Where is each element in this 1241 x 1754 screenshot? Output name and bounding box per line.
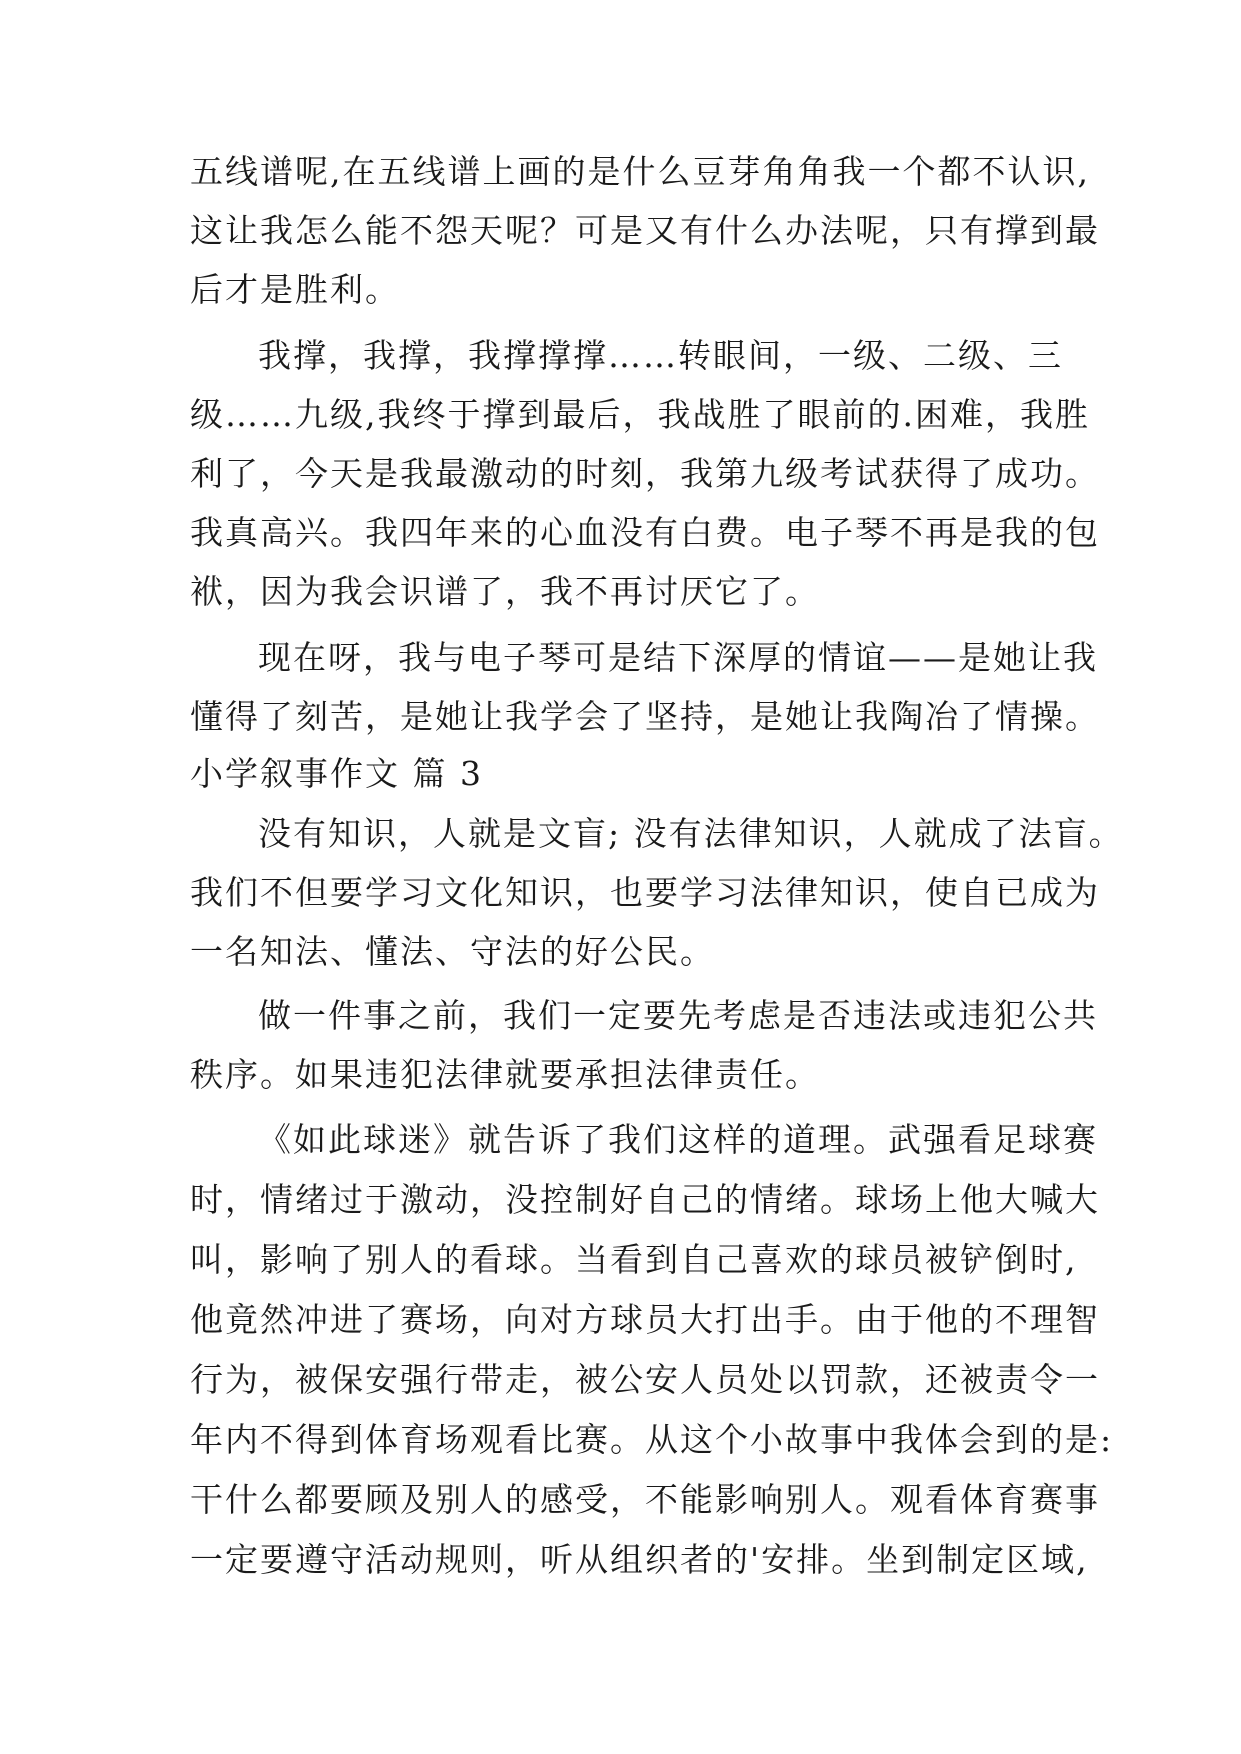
text-line: 叫，影响了别人的看球。当看到自己喜欢的球员被铲倒时, (190, 1240, 1078, 1279)
text-line: 我真高兴。我四年来的心血没有白费。电子琴不再是我的包 (190, 513, 1100, 552)
text-line: 干什么都要顾及别人的感受，不能影响别人。观看体育赛事 (190, 1480, 1100, 1519)
text-line: 一定要遵守活动规则，听从组织者的'安排。坐到制定区域, (190, 1540, 1089, 1579)
text-line: 后才是胜利。 (190, 270, 400, 309)
text-line: 做一件事之前，我们一定要先考虑是否违法或违犯公共 (258, 996, 1098, 1035)
text-line: 行为，被保安强行带走，被公安人员处以罚款，还被责令一 (190, 1360, 1100, 1399)
text-line: 他竟然冲进了赛场，向对方球员大打出手。由于他的不理智 (190, 1300, 1100, 1339)
text-line: 懂得了刻苦，是她让我学会了坚持，是她让我陶冶了情操。 (190, 697, 1100, 736)
text-line: 一名知法、懂法、守法的好公民。 (190, 932, 715, 971)
text-line: 时，情绪过于激动，没控制好自己的情绪。球场上他大喊大 (190, 1180, 1100, 1219)
text-line: 秩序。如果违犯法律就要承担法律责任。 (190, 1055, 820, 1094)
text-line: 这让我怎么能不怨天呢？可是又有什么办法呢，只有撑到最 (190, 211, 1100, 250)
text-line: 《如此球迷》就告诉了我们这样的道理。武强看足球赛 (258, 1120, 1098, 1159)
text-line: 没有知识，人就是文盲; 没有法律知识，人就成了法盲。 (258, 814, 1124, 853)
text-line: 年内不得到体育场观看比赛。从这个小故事中我体会到的是: (190, 1420, 1114, 1459)
text-line: 我们不但要学习文化知识，也要学习法律知识，使自已成为 (190, 873, 1100, 912)
text-line: 级……九级,我终于撑到最后，我战胜了眼前的.困难，我胜 (190, 395, 1090, 434)
section-heading: 小学叙事作文 篇 3 (190, 754, 483, 793)
text-line: 袱，因为我会识谱了，我不再讨厌它了。 (190, 572, 820, 611)
text-line: 现在呀，我与电子琴可是结下深厚的情谊——是她让我 (258, 638, 1098, 677)
text-line: 我撑，我撑，我撑撑撑……转眼间，一级、二级、三 (258, 336, 1063, 375)
text-line: 五线谱呢,在五线谱上画的是什么豆芽角角我一个都不认识, (190, 152, 1090, 191)
text-line: 利了，今天是我最激动的时刻，我第九级考试获得了成功。 (190, 454, 1100, 493)
